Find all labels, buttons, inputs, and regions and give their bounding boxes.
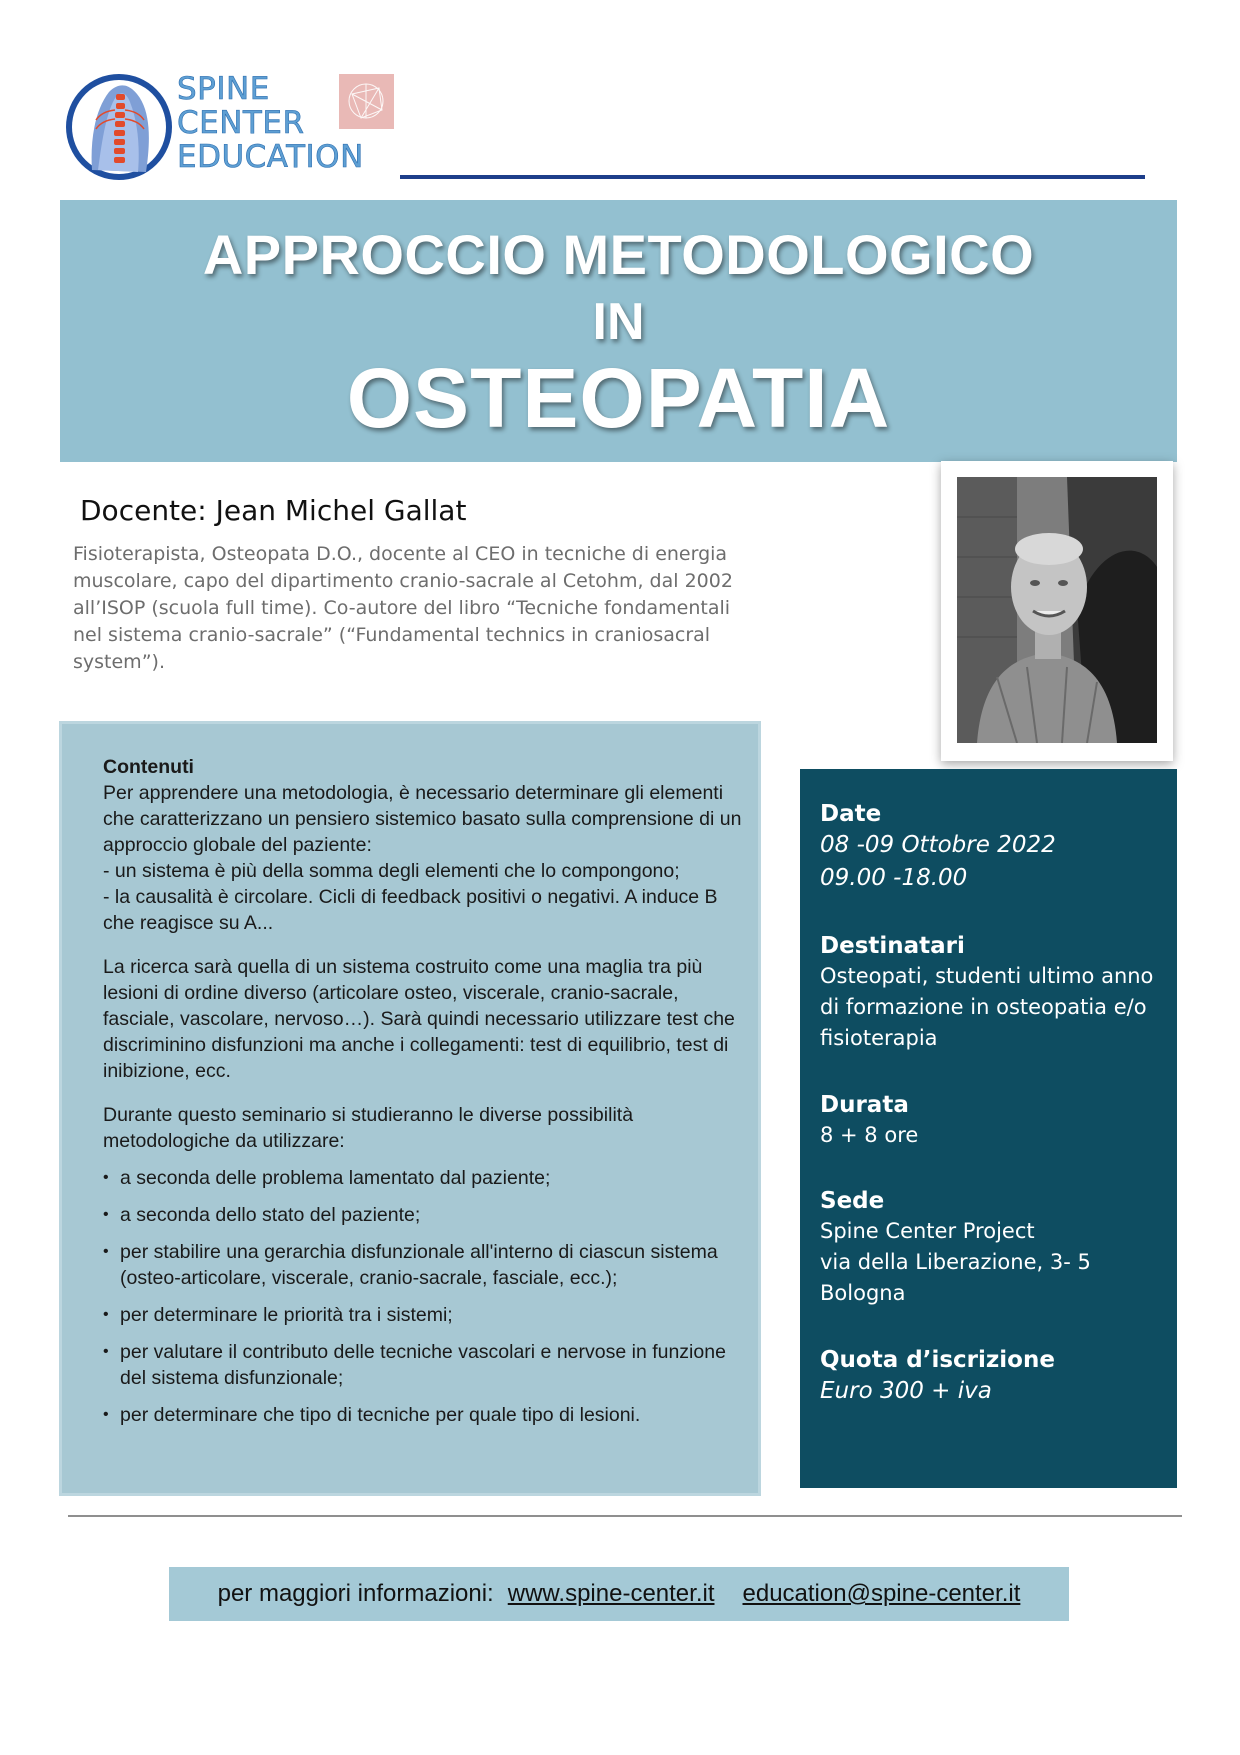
content-seminar-paragraph: Durante questo seminario si studieranno le diverse possibilità metodologiche da utilizzare: — [103, 1104, 634, 1152]
logo-line-1: SPINE — [177, 71, 270, 107]
audience-block — [820, 931, 1165, 1054]
content-heading: Contenuti — [103, 756, 194, 778]
duration-label: Durata — [820, 1092, 909, 1118]
time-value: 09.00 -18.00 — [820, 865, 968, 891]
fee-label: Quota d’iscrizione — [820, 1347, 1055, 1373]
duration-value: 8 + 8 ore — [820, 1123, 919, 1147]
course-info-panel — [800, 769, 1177, 1488]
duration-block — [820, 1090, 1165, 1151]
venue-block — [820, 1186, 1165, 1309]
portrait-illustration — [957, 477, 1157, 743]
list-item: • per stabilire una gerarchia disfunzionale all'interno di ciascun sistema (osteo-articolare, viscerale, cranio-sacrale, fasciale, ecc.); — [103, 1239, 743, 1291]
footer-contact-bar — [169, 1567, 1069, 1621]
fee-block — [820, 1345, 1165, 1408]
venue-label: Sede — [820, 1188, 885, 1214]
website-link[interactable]: www.spine-center.it — [507, 1580, 715, 1607]
venue-name: Spine Center Project — [820, 1219, 1035, 1243]
venue-city: Bologna — [820, 1281, 906, 1305]
content-bullet-list — [103, 1165, 743, 1428]
list-item: • per determinare che tipo di tecniche per quale tipo di lesioni. — [103, 1402, 743, 1428]
teacher-name: Docente: Jean Michel Gallat — [80, 494, 467, 527]
fee-value: Euro 300 + iva — [820, 1378, 992, 1404]
list-item: • a seconda dello stato del paziente; — [103, 1202, 743, 1228]
date-block — [820, 799, 1165, 895]
title-line-2: IN — [592, 293, 645, 351]
title-banner — [60, 200, 1177, 462]
logo-wordmark — [177, 72, 364, 174]
content-text — [103, 754, 743, 1428]
content-section — [62, 724, 758, 1493]
content-point-causality: - la causalità è circolare. Cicli di feedback positivi o negativi. A induce B che reagisce su A... — [103, 886, 718, 934]
email-link[interactable]: education@spine-center.it — [742, 1580, 1021, 1607]
date-label: Date — [820, 801, 882, 827]
audience-label: Destinatari — [820, 933, 965, 959]
teacher-photo-frame — [941, 461, 1173, 761]
footer-rule — [68, 1515, 1182, 1517]
content-point-system: - un sistema è più della somma degli elementi che lo compongono; — [103, 860, 680, 882]
content-intro-paragraph: Per apprendere una metodologia, è necessario determinare gli elementi che caratterizzano un pensiero sistemico basato sulla comprensione di un approccio globale del paziente: — [103, 782, 742, 856]
logo-line-3: EDUCATION — [177, 139, 364, 175]
teacher-bio: Fisioterapista, Osteopata D.O., docente al CEO in tecniche di energia muscolare, capo del dipartimento cranio-sacrale al Cetohm, dal 2002 all’ISOP (scuola full time). Co-autore del libro “Tecniche fondamentali nel sistema cranio-sacrale” (“Fundamental technics in craniosacral system”). — [73, 543, 733, 673]
title-line-3: OSTEOPATIA — [346, 351, 891, 445]
header-rule — [400, 175, 1145, 179]
list-item: • per determinare le priorità tra i sistemi; — [103, 1302, 743, 1328]
teacher-photo — [957, 477, 1157, 743]
footer-prefix: per maggiori informazioni: — [217, 1580, 494, 1607]
logo-line-2: CENTER — [177, 105, 305, 141]
network-mark-icon — [339, 74, 394, 129]
list-item: • per valutare il contributo delle tecniche vascolari e nervose in funzione del sistema disfunzionale; — [103, 1339, 743, 1391]
title-line-1: APPROCCIO METODOLOGICO — [202, 223, 1035, 286]
content-research-paragraph: La ricerca sarà quella di un sistema costruito come una maglia tra più lesioni di ordine diverso (articolare osteo, viscerale, cranio-sacrale, fasciale, vascolare, nervoso…). Sarà quindi necessario utilizzare test che discriminino disfunzioni ma anche i collegamenti: test di equilibrio, test di inibizione, ecc. — [103, 956, 735, 1082]
venue-address: via della Liberazione, 3- 5 — [820, 1250, 1091, 1274]
spine-logo-icon — [62, 70, 177, 185]
date-value: 08 -09 Ottobre 2022 — [820, 832, 1056, 858]
audience-value: Osteopati, studenti ultimo anno di formazione in osteopatia e/o fisioterapia — [820, 964, 1154, 1050]
list-item: • a seconda delle problema lamentato dal paziente; — [103, 1165, 743, 1191]
